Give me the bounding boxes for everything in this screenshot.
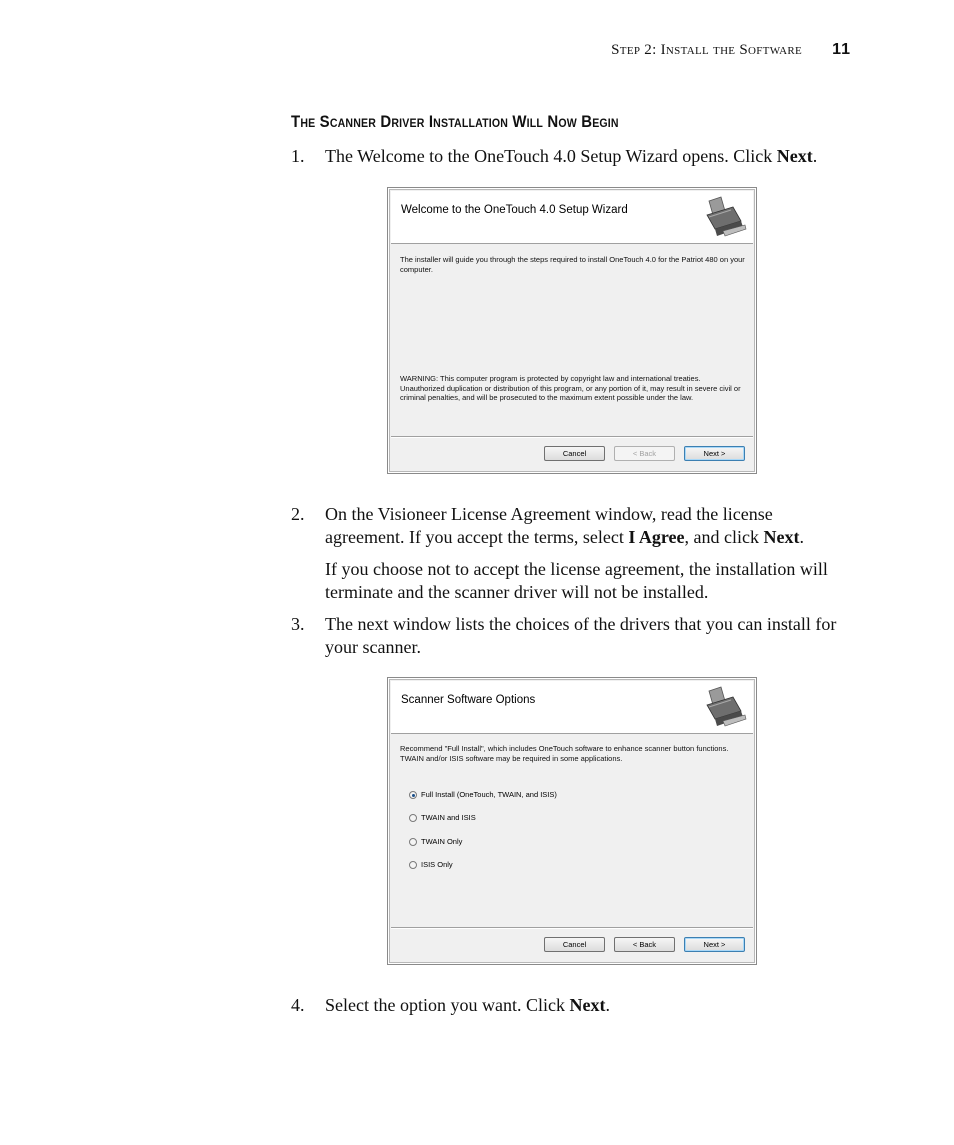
running-head-title: Step 2: Install the Software <box>611 42 803 58</box>
dialog-header <box>391 191 753 244</box>
scanner-icon <box>699 685 747 731</box>
running-head <box>611 41 851 59</box>
section-heading: The Scanner Driver Installation Will Now Begin <box>291 112 619 131</box>
back-button[interactable]: < Back <box>614 937 675 952</box>
scanner-icon <box>699 195 747 241</box>
option-label: TWAIN Only <box>421 837 463 846</box>
option-label: ISIS Only <box>421 860 453 869</box>
cancel-button[interactable]: Cancel <box>544 446 605 461</box>
radio-button[interactable] <box>409 814 417 822</box>
option-isis-only[interactable] <box>409 860 453 870</box>
next-button[interactable]: Next > <box>684 937 745 952</box>
option-twain-and-isis[interactable] <box>409 813 476 823</box>
page-number: 11 <box>832 41 851 58</box>
dialog-title: Scanner Software Options <box>401 694 536 706</box>
step-note: If you choose not to accept the license agreement, the installation will terminate and the scanner driver will not be installed. <box>325 559 828 602</box>
dialog-divider <box>391 927 753 929</box>
option-label: Full Install (OneTouch, TWAIN, and ISIS) <box>421 790 557 799</box>
dialog-intro-text: Recommend "Full Install", which includes OneTouch software to enhance scanner button functions. TWAIN and/or ISIS software may be required in some applications. <box>400 744 729 763</box>
step-number: 2. <box>291 504 305 524</box>
step-text: The next window lists the choices of the drivers that you can install for your scanner. <box>325 614 837 657</box>
step-text: On the Visioneer License Agreement window, read the license agreement. If you accept the terms, select I Agree, and click Next. <box>325 504 804 547</box>
scanner-software-options-dialog <box>387 677 757 965</box>
option-twain-only[interactable] <box>409 837 462 847</box>
dialog-divider <box>391 436 753 438</box>
step-2 <box>291 503 851 604</box>
step-number: 4. <box>291 995 305 1015</box>
step-4 <box>291 994 851 1017</box>
radio-button[interactable] <box>409 861 417 869</box>
dialog-intro-text: The installer will guide you through the steps required to install OneTouch 4.0 for the Patriot 480 on your computer. <box>400 255 745 274</box>
cancel-button[interactable]: Cancel <box>544 937 605 952</box>
radio-button[interactable] <box>409 838 417 846</box>
option-label: TWAIN and ISIS <box>421 813 476 822</box>
radio-button[interactable] <box>409 791 417 799</box>
dialog-title: Welcome to the OneTouch 4.0 Setup Wizard <box>401 204 628 216</box>
step-text: The Welcome to the OneTouch 4.0 Setup Wizard opens. Click Next. <box>325 146 818 166</box>
next-button[interactable]: Next > <box>684 446 745 461</box>
step-1 <box>291 145 851 168</box>
option-full-install[interactable] <box>409 790 557 800</box>
step-text: Select the option you want. Click Next. <box>325 995 610 1015</box>
step-number: 1. <box>291 146 305 166</box>
dialog-header <box>391 681 753 734</box>
step-number: 3. <box>291 614 305 634</box>
back-button[interactable]: < Back <box>614 446 675 461</box>
setup-wizard-welcome-dialog <box>387 187 757 474</box>
dialog-warning-text: WARNING: This computer program is protected by copyright law and international treaties. Unauthorized duplication or distribution of this program, or any portion of it, may result in severe civil or criminal penalties, and will be prosecuted to the maximum extent possible under the law. <box>400 374 741 402</box>
step-3 <box>291 613 851 659</box>
